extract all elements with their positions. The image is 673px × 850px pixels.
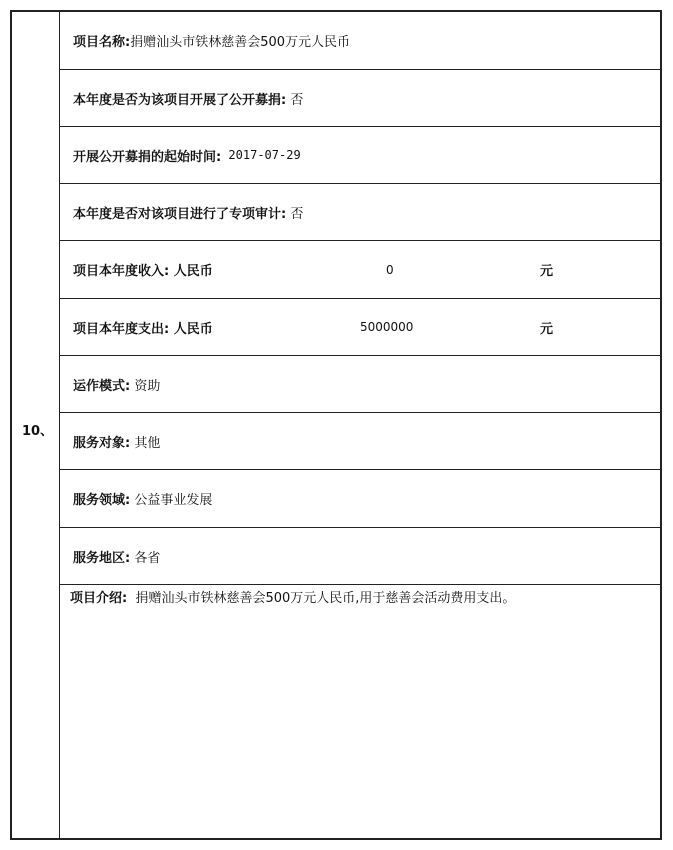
region-row xyxy=(60,528,660,585)
mode-label: 运作模式: xyxy=(73,378,131,394)
income-amount: 0 xyxy=(386,262,394,277)
project-table xyxy=(10,10,662,840)
project-intro-label: 项目介绍: xyxy=(70,591,128,606)
project-name-row xyxy=(60,12,660,70)
public-fundraising-row xyxy=(60,70,660,127)
expense-label: 项目本年度支出: 人民币 xyxy=(73,321,213,337)
project-name-label: 项目名称: xyxy=(73,35,131,50)
index-column xyxy=(12,12,60,838)
region-label: 服务地区: xyxy=(73,550,131,566)
income-label: 项目本年度收入: 人民币 xyxy=(73,264,213,279)
mode-row xyxy=(60,356,660,413)
target-label: 服务对象: xyxy=(73,435,131,451)
region-value: 各省 xyxy=(130,550,161,566)
mode-value: 资助 xyxy=(130,378,161,394)
target-row xyxy=(60,413,660,470)
target-value: 其他 xyxy=(130,435,161,451)
field-label: 服务领域: xyxy=(73,493,131,508)
expense-row xyxy=(60,299,660,356)
row-index: 10、 xyxy=(22,424,54,439)
project-intro-value: 捐赠汕头市铁林慈善会500万元人民币,用于慈善会活动费用支出。 xyxy=(127,591,516,606)
field-value: 公益事业发展 xyxy=(130,493,213,508)
project-name-value: 捐赠汕头市铁林慈善会500万元人民币 xyxy=(130,35,351,50)
public-fundraising-value: 否 xyxy=(286,92,304,108)
start-time-value: 2017-07-29 xyxy=(221,148,301,162)
project-intro xyxy=(70,590,652,608)
start-time-row xyxy=(60,127,660,184)
audit-row xyxy=(60,184,660,241)
expense-amount: 5000000 xyxy=(360,320,414,334)
income-row xyxy=(60,241,660,299)
income-unit: 元 xyxy=(540,264,554,279)
expense-unit: 元 xyxy=(540,321,554,337)
audit-label: 本年度是否对该项目进行了专项审计: xyxy=(73,206,287,222)
public-fundraising-label: 本年度是否为该项目开展了公开募捐: xyxy=(73,92,287,108)
project-details xyxy=(60,12,660,838)
start-time-label: 开展公开募捐的起始时间: xyxy=(73,149,222,165)
audit-value: 否 xyxy=(286,206,304,222)
field-row xyxy=(60,470,660,528)
